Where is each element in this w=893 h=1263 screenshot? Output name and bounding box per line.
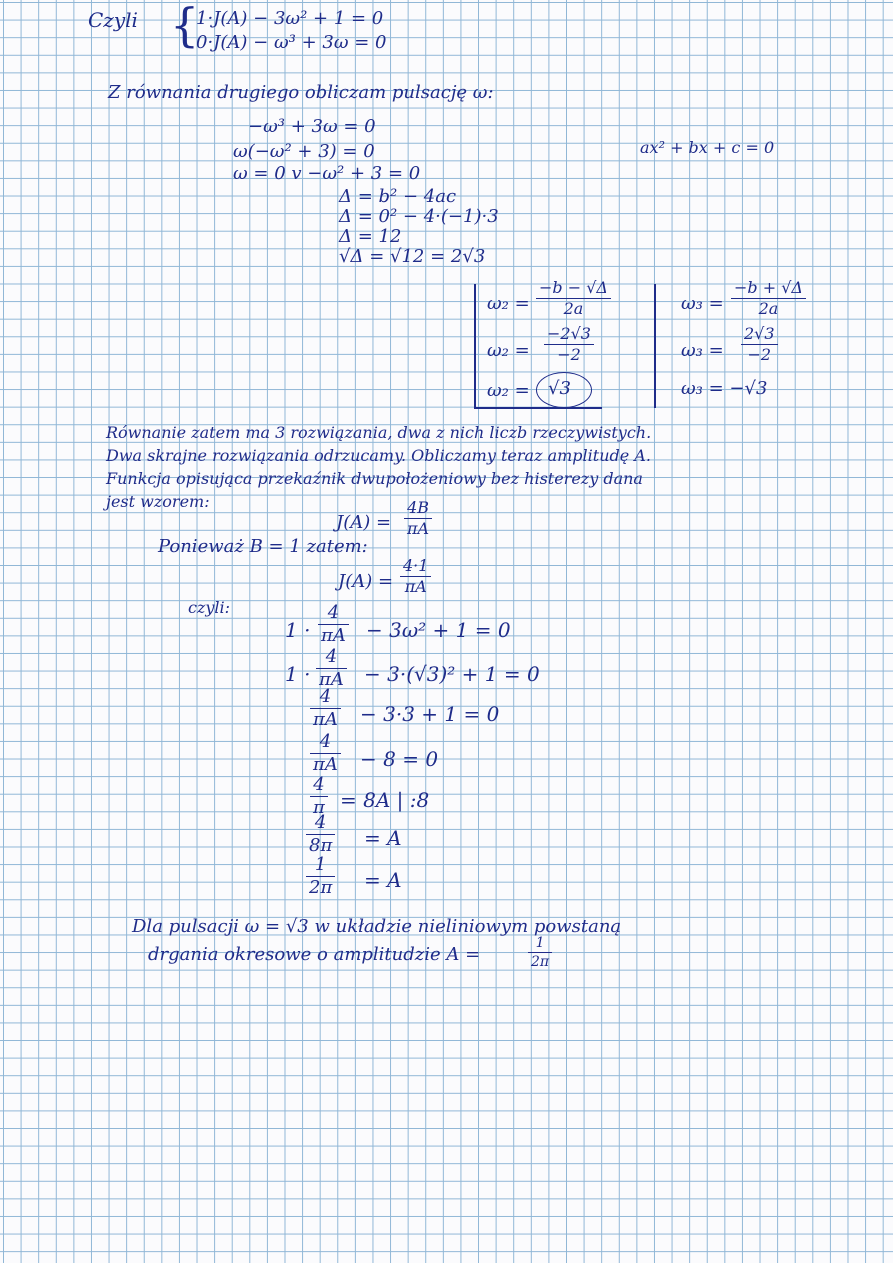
describing-function-2-lhs: J(A) = [338,571,394,592]
describing-function-2-num: 4·1 [400,558,431,577]
step-1-pre: 1 · [285,618,311,642]
omega3-fraction-1-den: 2a [758,299,779,318]
step-5-num: 4 [310,776,328,797]
step-2-fraction [316,648,347,689]
system-eq1: 1·J(A) − 3ω² + 1 = 0 [196,8,384,29]
czyli-label: czyli: [188,598,231,617]
conclusion-amplitude-num: 1 [528,936,552,953]
since-b-equals-one: Ponieważ B = 1 zatem: [158,536,368,557]
derivation-line-7: √Δ = √12 = 2√3 [339,246,486,267]
paragraph-line-3: Funkcja opisująca przekaźnik dwupołożeniowy bez histerezy dana [106,469,643,488]
step-2-post: − 3·(√3)² + 1 = 0 [364,662,540,686]
omega2-fraction-2 [544,326,594,363]
system-eq2: 0·J(A) − ω³ + 3ω = 0 [196,32,387,53]
step-4-den: πA [313,754,338,775]
paragraph-line-4: jest wzorem: [106,492,210,511]
derivation-line-4: Δ = b² − 4ac [339,186,457,207]
describing-function-2-fraction [400,558,431,595]
step-2-den: πA [319,669,344,690]
system-brace: { [170,0,200,52]
step-7-post: = A [364,868,402,892]
step-7-den: 2π [309,877,333,898]
step-1-fraction [318,604,349,645]
conclusion-line-1: Dla pulsacji ω = √3 w układzie nieliniowym powstaną [132,916,622,937]
step-3-num: 4 [310,688,341,709]
omega2-fraction-2-num: −2√3 [544,326,594,345]
step-5-den: π [313,797,325,818]
omega3-fraction-2 [741,326,778,363]
omega2-fraction-1-num: −b − √Δ [536,280,611,299]
omega2-result-value: √3 [548,378,571,399]
intro-word: Czyli [88,8,138,32]
conclusion-amplitude-den: 2π [531,954,550,970]
step-6-num: 4 [306,814,335,835]
describing-function-lhs: J(A) = [336,512,392,533]
describing-function-den: πA [407,519,430,538]
omega-column-divider-mid [654,284,656,408]
omega3-fraction-1 [731,280,806,317]
step-4-fraction [310,733,341,774]
step-4-num: 4 [310,733,341,754]
omega2-fraction-2-den: −2 [557,345,581,364]
quadratic-general-form: ax² + bx + c = 0 [640,138,775,157]
paragraph-line-2: Dwa skrajne rozwiązania odrzucamy. Obliczamy teraz amplitudę A. [106,446,651,465]
step-4-post: − 8 = 0 [360,747,439,771]
step-6-den: 8π [309,835,333,856]
step-5-fraction [310,776,328,817]
omega3-fraction-2-den: −2 [747,345,772,364]
step-2-pre: 1 · [285,662,311,686]
step-1-post: − 3ω² + 1 = 0 [366,618,511,642]
step-2-num: 4 [316,648,347,669]
step-1-num: 4 [318,604,349,625]
step-3-post: − 3·3 + 1 = 0 [360,702,500,726]
describing-function-num: 4B [404,500,432,519]
omega2-underline [474,407,602,409]
derivation-line-5: Δ = 0² − 4·(−1)·3 [339,206,499,227]
derivation-line-3: ω = 0 v −ω² + 3 = 0 [233,163,421,184]
step-3-den: πA [313,709,338,730]
omega3-fraction-1-num: −b + √Δ [731,280,806,299]
omega2-label-1: ω₂ = [487,293,530,314]
sentence-pulsation: Z równania drugiego obliczam pulsację ω: [108,82,494,103]
step-1-den: πA [321,625,346,646]
step-5-post: = 8A | :8 [340,788,430,812]
step-6-post: = A [364,826,402,850]
paragraph-line-1: Równanie zatem ma 3 rozwiązania, dwa z nich liczb rzeczywistych. [106,423,652,442]
omega3-result: ω₃ = −√3 [681,378,768,399]
describing-function-2-den: πA [404,577,427,596]
step-7-num: 1 [306,856,335,877]
omega2-fraction-1 [536,280,611,317]
omega2-fraction-1-den: 2a [563,299,584,318]
conclusion-line-2: drgania okresowe o amplitudzie A = [148,944,481,965]
step-3-fraction [310,688,341,729]
omega2-result-label: ω₂ = [487,380,530,401]
omega-column-divider-left [474,284,476,408]
derivation-line-2: ω(−ω² + 3) = 0 [233,141,375,162]
conclusion-amplitude-fraction [528,936,552,969]
derivation-line-1: −ω³ + 3ω = 0 [248,116,376,137]
omega3-label-2: ω₃ = [681,340,724,361]
omega2-label-2: ω₂ = [487,340,530,361]
omega3-fraction-2-num: 2√3 [741,326,778,345]
derivation-line-6: Δ = 12 [339,226,402,247]
step-7-fraction [306,856,335,897]
step-6-fraction [306,814,335,855]
describing-function-fraction [404,500,432,537]
omega3-label-1: ω₃ = [681,293,724,314]
